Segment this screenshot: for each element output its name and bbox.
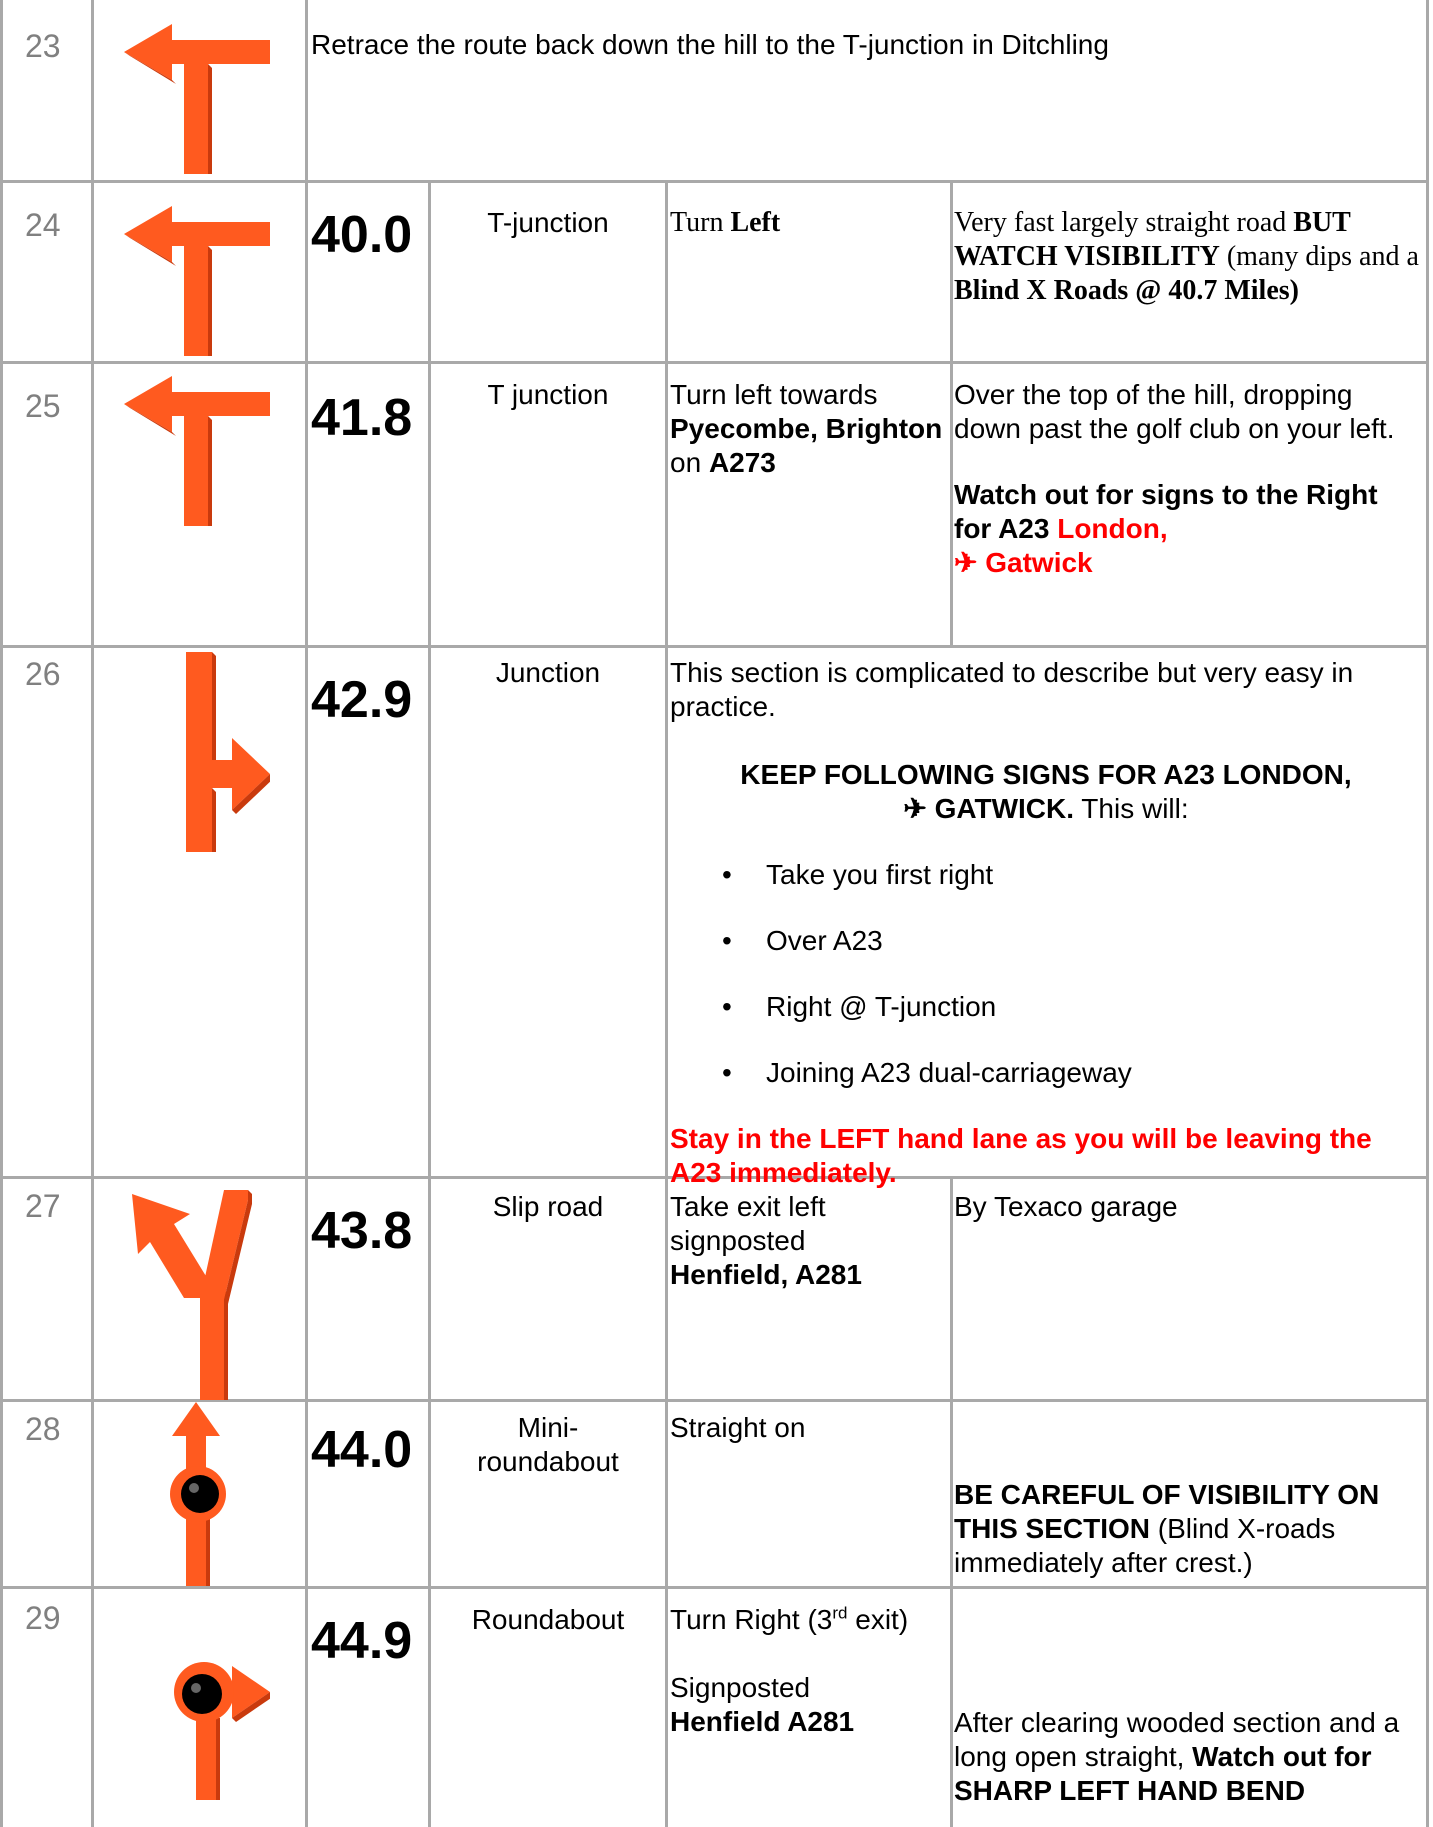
left-turn-t-junction-icon [120,4,270,174]
distance-miles: 44.9 [311,1612,413,1670]
list-item: • Right @ T-junction [670,990,1422,1024]
left-turn-t-junction-icon [120,356,270,526]
table-divider [428,180,431,1827]
slip-road-left-icon [120,1190,270,1400]
step-number: 29 [25,1600,61,1636]
notes-text: Very fast largely straight road BUT WATCH VISIBILITY (many dips and a Blind X Roads @ 40.7 Miles) [954,207,1419,306]
table-divider [305,0,308,1827]
step-number: 27 [25,1188,61,1224]
distance-miles: 41.8 [311,389,413,447]
junction-type: T junction [487,379,609,410]
manoeuvre-list [670,858,1422,1090]
right-turn-junction-icon [120,652,270,852]
section-description [670,656,1422,1190]
action-text [670,1603,948,1739]
lane-warning: Stay in the LEFT hand lane as you will be leaving the A23 immediately. [670,1123,1372,1188]
signpost-line: Signposted Henfield A281 [670,1672,855,1737]
action-text: Turn Left [670,207,781,238]
notes-text [954,378,1420,580]
action-text: Turn left towards Pyecombe, Brighton on A273 [670,379,943,478]
notes-text: After clearing wooded section and a long open straight, Watch out for SHARP LEFT HAND BEND [954,1707,1400,1806]
table-divider [91,0,94,1827]
step-number: 23 [25,28,61,64]
junction-type: T-junction [487,207,609,238]
signs-instruction: KEEP FOLLOWING SIGNS FOR A23 LONDON, ✈ GATWICK. This will: [740,759,1352,824]
table-divider [665,180,668,1827]
notes-paragraph: Over the top of the hill, dropping down past the golf club on your left. [954,379,1395,444]
step-number: 24 [25,207,61,243]
action-text: Take exit left signposted Henfield, A281 [670,1191,862,1290]
step-number: 25 [25,388,61,424]
junction-type: Mini- roundabout [477,1412,619,1477]
list-item: • Take you first right [670,858,1422,892]
list-item: • Over A23 [670,924,1422,958]
table-divider [950,1176,953,1827]
action-text: Straight on [670,1412,806,1443]
row-divider [0,645,1429,648]
junction-type: Roundabout [471,1604,625,1635]
junction-type: Junction [495,657,601,688]
junction-type: Slip road [492,1191,604,1222]
distance-miles: 43.8 [311,1202,413,1260]
mini-roundabout-straight-icon [120,1402,270,1586]
roundabout-right-icon [120,1600,270,1800]
table-border-right [1426,0,1429,1827]
row-divider [0,1586,1429,1589]
step-number: 26 [25,656,61,692]
distance-miles: 42.9 [311,671,413,729]
signs-warning: Watch out for signs to the Right for A23 London, ✈ Gatwick [954,479,1378,578]
step-number: 28 [25,1411,61,1447]
row-divider [0,180,1429,183]
intro-text: This section is complicated to describe but very easy in practice. [670,657,1354,722]
distance-miles: 40.0 [311,206,413,264]
notes-text: By Texaco garage [954,1191,1178,1222]
action-line: Turn Right (3rd exit) [670,1603,909,1635]
table-divider [950,180,953,645]
list-item: • Joining A23 dual-carriageway [670,1056,1422,1090]
table-border-left [0,0,3,1827]
notes-text: BE CAREFUL OF VISIBILITY ON THIS SECTION (Blind X-roads immediately after crest.) [954,1479,1380,1578]
left-turn-t-junction-icon [120,186,270,356]
distance-miles: 44.0 [311,1421,413,1479]
instruction-text: Retrace the route back down the hill to the T-junction in Ditchling [311,29,1109,60]
